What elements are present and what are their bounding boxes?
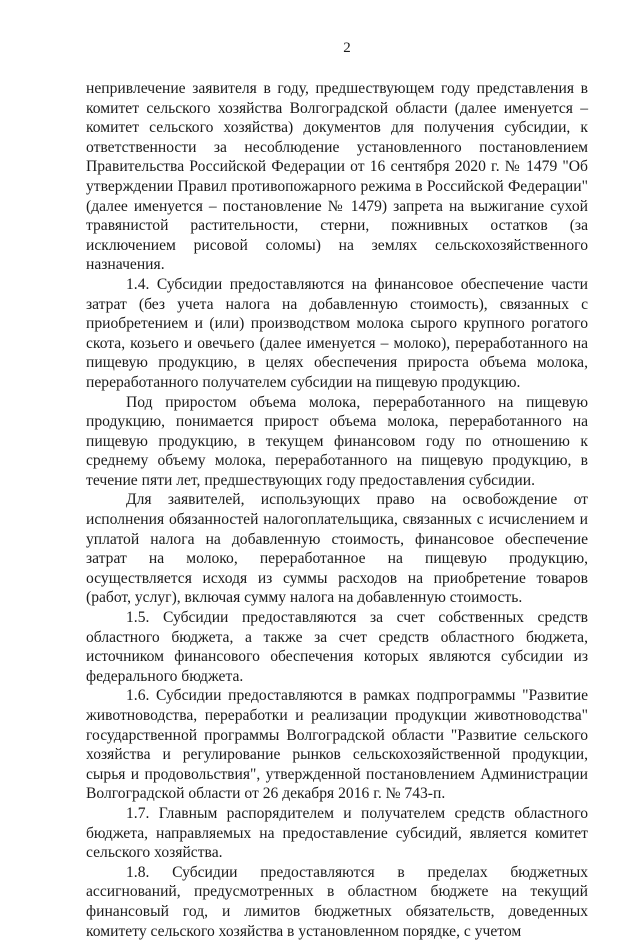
paragraph-milk-growth: Под приростом объема молока, переработанного на пищевую продукцию, понимается прирост объема молока, переработанного на пищевую продукцию, в текущем финансовом году по отношению к среднему объему молока, переработанного на пищевую продукцию, в течение пяти лет, предшествующих году предоставления субсидии. [86, 393, 588, 489]
paragraph-1-6: 1.6. Субсидии предоставляются в рамках подпрограммы "Развитие животноводства, переработки и реализации продукции животноводства" государственной программы Волгоградской области "Развитие сельского хозяйства и регулирование рынков сельскохозяйственной продукции, сырья и продовольствия", утвержденной постановлением Администрации Волгоградской области от 26 декабря 2016 г. № 743-п. [86, 687, 588, 803]
paragraph-tax-exempt: Для заявителей, использующих право на освобождение от исполнения обязанностей налогоплательщика, связанных с исчислением и уплатой налога на добавленную стоимость, финансовое обеспечение затрат на молоко, переработанное на пищевую продукцию, осуществляется исходя из суммы расходов на приобретение товаров (работ, услуг), включая сумму налога на добавленную стоимость. [86, 491, 588, 607]
page-number: 2 [343, 40, 351, 56]
paragraph-1-4: 1.4. Субсидии предоставляются на финансовое обеспечение части затрат (без учета налога на добавленную стоимость), связанных с приобретением и (или) производством молока сырого крупного рогатого скота, козьего и овечьего (далее именуется – молоко), переработанного на пищевую продукцию, в целях обеспечения прироста объема молока, переработанного получателем субсидии на пищевую продукцию. [86, 275, 588, 391]
paragraph-1-7: 1.7. Главным распорядителем и получателем средств областного бюджета, направляемых на предоставление субсидий, является комитет сельского хозяйства. [86, 804, 588, 862]
paragraph-1-8: 1.8. Субсидии предоставляются в пределах бюджетных ассигнований, предусмотренных в областном бюджете на текущий финансовый год, и лимитов бюджетных обязательств, доведенных комитету сельского хозяйства в установленном порядке, с учетом [86, 863, 588, 940]
paragraph-continuation: непривлечение заявителя в году, предшествующем году представления в комитет сельского хозяйства Волгоградской области (далее именуется – комитет сельского хозяйства) документов для получения субсидии, к ответственности за несоблюдение установленного постановлением Правительства Российской Федерации от 16 сентября 2020 г. № 1479 "Об утверждении Правил противопожарного режима в Российской Федерации" (далее именуется – постановление № 1479) запрета на выжигание сухой травянистой растительности, стерни, пожнивных остатков (за исключением рисовой соломы) на землях сельскохозяйственного назначения. [86, 80, 588, 274]
paragraph-1-5: 1.5. Субсидии предоставляются за счет собственных средств областного бюджета, а также за счет средств областного бюджета, источником финансового обеспечения которых являются субсидии из федерального бюджета. [86, 609, 588, 685]
